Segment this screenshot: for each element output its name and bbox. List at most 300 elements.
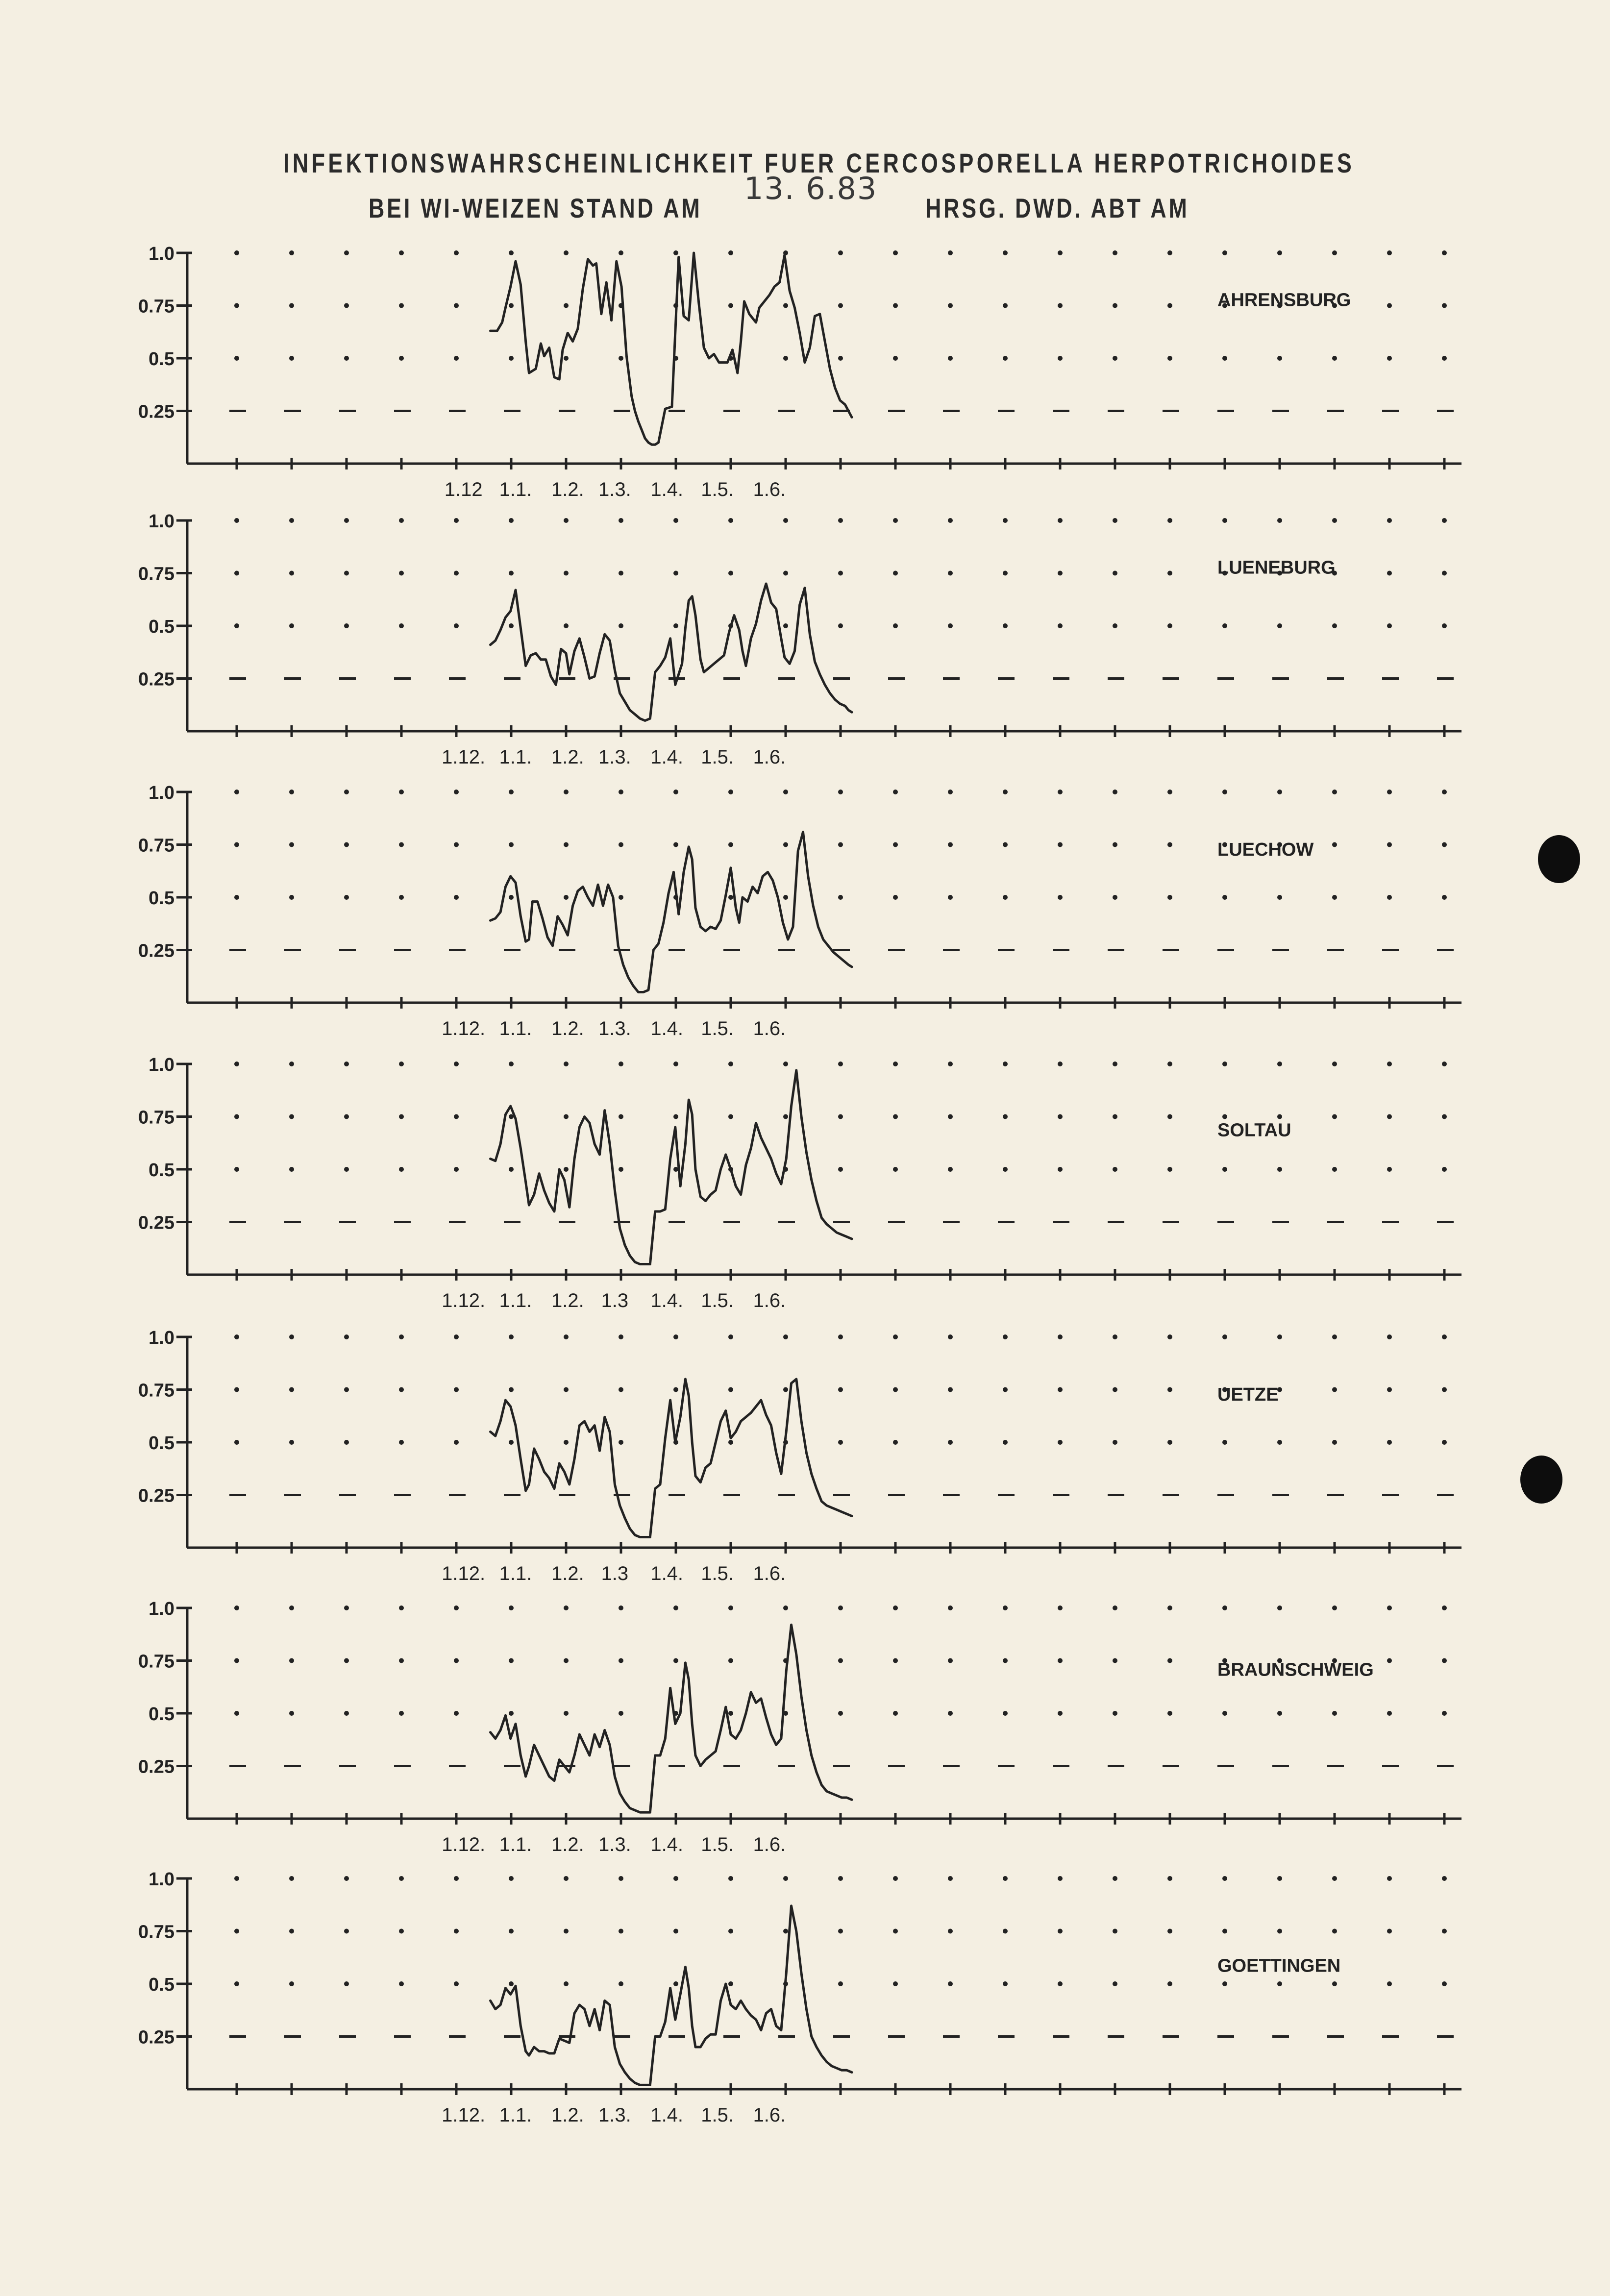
grid-dot — [838, 1981, 843, 1986]
x-tick-label: 1.12 — [444, 479, 483, 500]
grid-dot — [1003, 1658, 1008, 1663]
grid-dot — [234, 1387, 239, 1392]
grid-dot — [838, 1062, 843, 1066]
grid-dot — [509, 1167, 514, 1172]
grid-dot — [893, 518, 898, 523]
grid-dot — [234, 1658, 239, 1663]
grid-dot — [1113, 1062, 1117, 1066]
grid-dot — [1058, 1929, 1063, 1934]
grid-dot — [454, 1167, 459, 1172]
grid-dot — [399, 1114, 404, 1119]
grid-dot — [234, 356, 239, 361]
grid-dot — [344, 356, 349, 361]
grid-dot — [1113, 895, 1117, 900]
grid-dot — [893, 790, 898, 794]
grid-dot — [1113, 1114, 1117, 1119]
grid-dot — [454, 1711, 459, 1716]
x-tick-label: 1.3 — [601, 1290, 629, 1311]
grid-dot — [783, 518, 788, 523]
y-tick-label: 0.5 — [149, 1433, 174, 1454]
grid-dot — [564, 1605, 569, 1610]
grid-dot — [234, 1605, 239, 1610]
y-tick-label: 0.5 — [149, 617, 174, 637]
grid-dot — [948, 250, 953, 255]
grid-dot — [234, 1334, 239, 1339]
grid-dot — [728, 1876, 733, 1881]
grid-dot — [948, 571, 953, 576]
grid-dot — [1058, 303, 1063, 308]
grid-dot — [1058, 1167, 1063, 1172]
grid-dot — [1113, 623, 1117, 628]
grid-dot — [783, 571, 788, 576]
series-line — [491, 253, 852, 444]
grid-dot — [1167, 790, 1172, 794]
grid-dot — [234, 1062, 239, 1066]
grid-dot — [893, 1876, 898, 1881]
grid-dot — [1003, 842, 1008, 847]
grid-dot — [619, 1658, 623, 1663]
grid-dot — [564, 1711, 569, 1716]
grid-dot — [1277, 518, 1282, 523]
grid-dot — [948, 1605, 953, 1610]
x-tick-label: 1.1. — [499, 746, 532, 768]
grid-dot — [344, 250, 349, 255]
grid-dot — [399, 1605, 404, 1610]
grid-dot — [399, 895, 404, 900]
grid-dot — [289, 1334, 294, 1339]
grid-dot — [399, 1167, 404, 1172]
y-tick-label: 1.0 — [149, 1055, 174, 1075]
grid-dot — [509, 790, 514, 794]
x-tick-label: 1.12. — [442, 2104, 486, 2126]
grid-dot — [1332, 356, 1337, 361]
grid-dot — [1332, 1334, 1337, 1339]
grid-dot — [564, 842, 569, 847]
x-tick-label: 1.12. — [442, 746, 486, 768]
grid-dot — [893, 1440, 898, 1445]
grid-dot — [509, 250, 514, 255]
grid-dot — [564, 1114, 569, 1119]
grid-dot — [893, 623, 898, 628]
grid-dot — [728, 1605, 733, 1610]
grid-dot — [1442, 303, 1447, 308]
grid-dot — [1058, 895, 1063, 900]
grid-dot — [1277, 1876, 1282, 1881]
grid-dot — [289, 250, 294, 255]
grid-dot — [289, 1062, 294, 1066]
y-tick-label: 0.75 — [138, 1107, 174, 1128]
grid-dot — [1442, 790, 1447, 794]
grid-dot — [1167, 1062, 1172, 1066]
grid-dot — [399, 303, 404, 308]
x-tick-label: 1.2. — [551, 1834, 584, 1855]
grid-dot — [619, 356, 623, 361]
grid-dot — [1167, 1658, 1172, 1663]
y-tick-label: 0.5 — [149, 888, 174, 909]
grid-dot — [234, 790, 239, 794]
grid-dot — [289, 1929, 294, 1934]
grid-dot — [1003, 1876, 1008, 1881]
y-tick-label: 0.25 — [138, 401, 174, 422]
grid-dot — [673, 1981, 678, 1986]
grid-dot — [893, 1114, 898, 1119]
grid-dot — [1387, 1167, 1392, 1172]
grid-dot — [454, 623, 459, 628]
grid-dot — [948, 303, 953, 308]
grid-dot — [1442, 1658, 1447, 1663]
grid-dot — [673, 790, 678, 794]
grid-dot — [619, 571, 623, 576]
grid-dot — [948, 623, 953, 628]
grid-dot — [1442, 518, 1447, 523]
grid-dot — [1113, 842, 1117, 847]
grid-dot — [728, 1981, 733, 1986]
grid-dot — [1167, 1981, 1172, 1986]
grid-dot — [509, 1658, 514, 1663]
grid-dot — [234, 303, 239, 308]
grid-dot — [509, 1440, 514, 1445]
x-tick-label: 1.2. — [551, 1290, 584, 1311]
grid-dot — [1167, 895, 1172, 900]
grid-dot — [1003, 1114, 1008, 1119]
y-tick-label: 1.0 — [149, 1328, 174, 1348]
y-tick-label: 0.5 — [149, 1975, 174, 1995]
grid-dot — [1113, 1387, 1117, 1392]
grid-dot — [948, 842, 953, 847]
grid-dot — [1332, 1876, 1337, 1881]
grid-dot — [564, 895, 569, 900]
x-tick-label: 1.4. — [650, 746, 684, 768]
y-tick-label: 0.75 — [138, 564, 174, 585]
station-label: GOETTINGEN — [1217, 1955, 1341, 1976]
grid-dot — [1387, 1440, 1392, 1445]
grid-dot — [948, 895, 953, 900]
x-tick-label: 1.4. — [650, 1018, 684, 1039]
grid-dot — [838, 1711, 843, 1716]
grid-dot — [399, 1387, 404, 1392]
grid-dot — [1058, 1387, 1063, 1392]
x-tick-label: 1.2. — [551, 2104, 584, 2126]
grid-dot — [838, 1167, 843, 1172]
grid-dot — [1222, 895, 1227, 900]
grid-dot — [399, 842, 404, 847]
grid-dot — [783, 842, 788, 847]
grid-dot — [893, 356, 898, 361]
grid-dot — [838, 790, 843, 794]
grid-dot — [399, 1981, 404, 1986]
grid-dot — [509, 571, 514, 576]
grid-dot — [838, 1876, 843, 1881]
grid-dot — [1167, 303, 1172, 308]
grid-dot — [838, 1605, 843, 1610]
grid-dot — [1222, 1605, 1227, 1610]
grid-dot — [1332, 1167, 1337, 1172]
grid-dot — [1277, 1711, 1282, 1716]
y-tick-label: 0.25 — [138, 940, 174, 962]
grid-dot — [289, 1605, 294, 1610]
y-tick-label: 0.75 — [138, 1380, 174, 1401]
grid-dot — [1442, 571, 1447, 576]
grid-dot — [564, 1387, 569, 1392]
grid-dot — [1332, 1062, 1337, 1066]
grid-dot — [454, 1605, 459, 1610]
grid-dot — [564, 303, 569, 308]
grid-dot — [838, 1334, 843, 1339]
grid-dot — [783, 1334, 788, 1339]
grid-dot — [454, 1929, 459, 1934]
grid-dot — [728, 1387, 733, 1392]
grid-dot — [289, 571, 294, 576]
grid-dot — [399, 518, 404, 523]
grid-dot — [1387, 303, 1392, 308]
grid-dot — [1058, 1658, 1063, 1663]
grid-dot — [289, 1167, 294, 1172]
grid-dot — [1222, 518, 1227, 523]
grid-dot — [1167, 518, 1172, 523]
grid-dot — [1058, 1334, 1063, 1339]
x-tick-label: 1.5. — [701, 1290, 734, 1311]
grid-dot — [893, 1167, 898, 1172]
grid-dot — [1003, 1981, 1008, 1986]
grid-dot — [509, 895, 514, 900]
station-label: SOLTAU — [1217, 1120, 1291, 1141]
title-line-1: INFEKTIONSWAHRSCHEINLICHKEIT FUER CERCOSPORELLA HERPOTRICHOIDES — [283, 148, 1355, 178]
grid-dot — [948, 1929, 953, 1934]
grid-dot — [1058, 1440, 1063, 1445]
grid-dot — [1113, 1981, 1117, 1986]
grid-dot — [344, 1114, 349, 1119]
grid-dot — [1003, 250, 1008, 255]
grid-dot — [1332, 1929, 1337, 1934]
x-tick-label: 1.4. — [650, 1563, 684, 1584]
grid-dot — [1058, 1062, 1063, 1066]
grid-dot — [454, 1114, 459, 1119]
grid-dot — [1277, 1981, 1282, 1986]
grid-dot — [234, 1929, 239, 1934]
grid-dot — [344, 895, 349, 900]
grid-dot — [673, 1658, 678, 1663]
grid-dot — [1113, 1876, 1117, 1881]
grid-dot — [234, 1876, 239, 1881]
grid-dot — [838, 842, 843, 847]
grid-dot — [1332, 1981, 1337, 1986]
y-tick-label: 0.25 — [138, 1212, 174, 1234]
grid-dot — [344, 1062, 349, 1066]
grid-dot — [289, 1440, 294, 1445]
grid-dot — [1003, 895, 1008, 900]
grid-dot — [454, 250, 459, 255]
grid-dot — [1387, 623, 1392, 628]
grid-dot — [1058, 1711, 1063, 1716]
grid-dot — [1387, 842, 1392, 847]
grid-dot — [673, 1605, 678, 1610]
grid-dot — [1442, 1711, 1447, 1716]
grid-dot — [234, 1440, 239, 1445]
grid-dot — [399, 1876, 404, 1881]
grid-dot — [344, 1334, 349, 1339]
grid-dot — [289, 303, 294, 308]
grid-dot — [509, 1062, 514, 1066]
grid-dot — [1113, 1929, 1117, 1934]
grid-dot — [1058, 842, 1063, 847]
grid-dot — [783, 303, 788, 308]
grid-dot — [1387, 1334, 1392, 1339]
grid-dot — [1113, 1711, 1117, 1716]
grid-dot — [948, 1711, 953, 1716]
grid-dot — [399, 1062, 404, 1066]
grid-dot — [948, 1062, 953, 1066]
grid-dot — [1277, 1062, 1282, 1066]
grid-dot — [454, 1334, 459, 1339]
grid-dot — [1003, 303, 1008, 308]
grid-dot — [1167, 1334, 1172, 1339]
grid-dot — [1113, 790, 1117, 794]
grid-dot — [948, 1334, 953, 1339]
x-tick-label: 1.3. — [598, 1018, 631, 1039]
y-tick-label: 0.5 — [149, 1160, 174, 1181]
grid-dot — [893, 1387, 898, 1392]
grid-dot — [1113, 250, 1117, 255]
grid-dot — [1003, 1929, 1008, 1934]
grid-dot — [454, 842, 459, 847]
y-tick-label: 1.0 — [149, 1869, 174, 1890]
grid-dot — [783, 790, 788, 794]
x-tick-label: 1.2. — [551, 479, 584, 500]
grid-dot — [1442, 356, 1447, 361]
grid-dot — [564, 571, 569, 576]
x-tick-label: 1.3. — [598, 2104, 631, 2126]
grid-dot — [1113, 1658, 1117, 1663]
x-tick-label: 1.2. — [551, 1018, 584, 1039]
grid-dot — [783, 895, 788, 900]
y-tick-label: 0.25 — [138, 2027, 174, 2048]
grid-dot — [1003, 1387, 1008, 1392]
x-tick-label: 1.5. — [701, 1834, 734, 1855]
grid-dot — [1442, 842, 1447, 847]
x-tick-label: 1.12. — [442, 1018, 486, 1039]
grid-dot — [1442, 1440, 1447, 1445]
grid-dot — [948, 790, 953, 794]
grid-dot — [289, 1711, 294, 1716]
x-tick-label: 1.6. — [753, 479, 786, 500]
grid-dot — [728, 790, 733, 794]
x-tick-label: 1.5. — [701, 2104, 734, 2126]
grid-dot — [1277, 1334, 1282, 1339]
grid-dot — [728, 1711, 733, 1716]
grid-dot — [838, 1658, 843, 1663]
grid-dot — [454, 790, 459, 794]
grid-dot — [454, 1981, 459, 1986]
grid-dot — [728, 842, 733, 847]
grid-dot — [1058, 250, 1063, 255]
grid-dot — [783, 1605, 788, 1610]
grid-dot — [1113, 1334, 1117, 1339]
grid-dot — [838, 518, 843, 523]
grid-dot — [454, 518, 459, 523]
y-tick-label: 0.5 — [149, 1704, 174, 1725]
grid-dot — [1277, 250, 1282, 255]
grid-dot — [1387, 1711, 1392, 1716]
grid-dot — [838, 623, 843, 628]
grid-dot — [234, 1981, 239, 1986]
grid-dot — [783, 1062, 788, 1066]
series-line — [491, 1906, 852, 2085]
grid-dot — [399, 1711, 404, 1716]
grid-dot — [1332, 518, 1337, 523]
grid-dot — [564, 1658, 569, 1663]
y-tick-label: 0.25 — [138, 669, 174, 690]
y-tick-label: 1.0 — [149, 244, 174, 264]
grid-dot — [1332, 790, 1337, 794]
grid-dot — [509, 1387, 514, 1392]
x-tick-label: 1.6. — [753, 1018, 786, 1039]
grid-dot — [1387, 1929, 1392, 1934]
grid-dot — [234, 518, 239, 523]
grid-dot — [1167, 1929, 1172, 1934]
grid-dot — [728, 571, 733, 576]
grid-dot — [838, 356, 843, 361]
x-tick-label: 1.6. — [753, 746, 786, 768]
grid-dot — [673, 1114, 678, 1119]
y-tick-label: 1.0 — [149, 783, 174, 803]
grid-dot — [1113, 303, 1117, 308]
grid-dot — [454, 356, 459, 361]
grid-dot — [1442, 1605, 1447, 1610]
grid-dot — [1387, 518, 1392, 523]
y-tick-label: 0.75 — [138, 1651, 174, 1672]
grid-dot — [783, 1387, 788, 1392]
station-label: AHRENSBURG — [1217, 290, 1351, 311]
grid-dot — [728, 1062, 733, 1066]
grid-dot — [564, 250, 569, 255]
grid-dot — [1387, 1062, 1392, 1066]
grid-dot — [948, 1981, 953, 1986]
grid-dot — [1387, 1605, 1392, 1610]
grid-dot — [783, 623, 788, 628]
grid-dot — [673, 571, 678, 576]
y-tick-label: 0.5 — [149, 349, 174, 370]
x-tick-label: 1.4. — [650, 479, 684, 500]
series-line — [491, 832, 852, 992]
grid-dot — [838, 303, 843, 308]
grid-dot — [1058, 623, 1063, 628]
x-tick-label: 1.3 — [601, 1563, 629, 1584]
grid-dot — [1113, 1167, 1117, 1172]
grid-dot — [673, 1387, 678, 1392]
grid-dot — [1167, 1114, 1172, 1119]
grid-dot — [1387, 571, 1392, 576]
grid-dot — [673, 1876, 678, 1881]
grid-dot — [454, 1387, 459, 1392]
grid-dot — [838, 1387, 843, 1392]
grid-dot — [289, 1981, 294, 1986]
x-tick-label: 1.12. — [442, 1290, 486, 1311]
grid-dot — [1058, 571, 1063, 576]
grid-dot — [344, 1605, 349, 1610]
grid-dot — [1058, 356, 1063, 361]
grid-dot — [619, 1387, 623, 1392]
x-tick-label: 1.4. — [650, 2104, 684, 2126]
grid-dot — [399, 790, 404, 794]
grid-dot — [1332, 895, 1337, 900]
grid-dot — [344, 1981, 349, 1986]
grid-dot — [673, 1929, 678, 1934]
x-tick-label: 1.1. — [499, 2104, 532, 2126]
grid-dot — [399, 1334, 404, 1339]
grid-dot — [728, 250, 733, 255]
x-tick-label: 1.1. — [499, 479, 532, 500]
grid-dot — [838, 1440, 843, 1445]
